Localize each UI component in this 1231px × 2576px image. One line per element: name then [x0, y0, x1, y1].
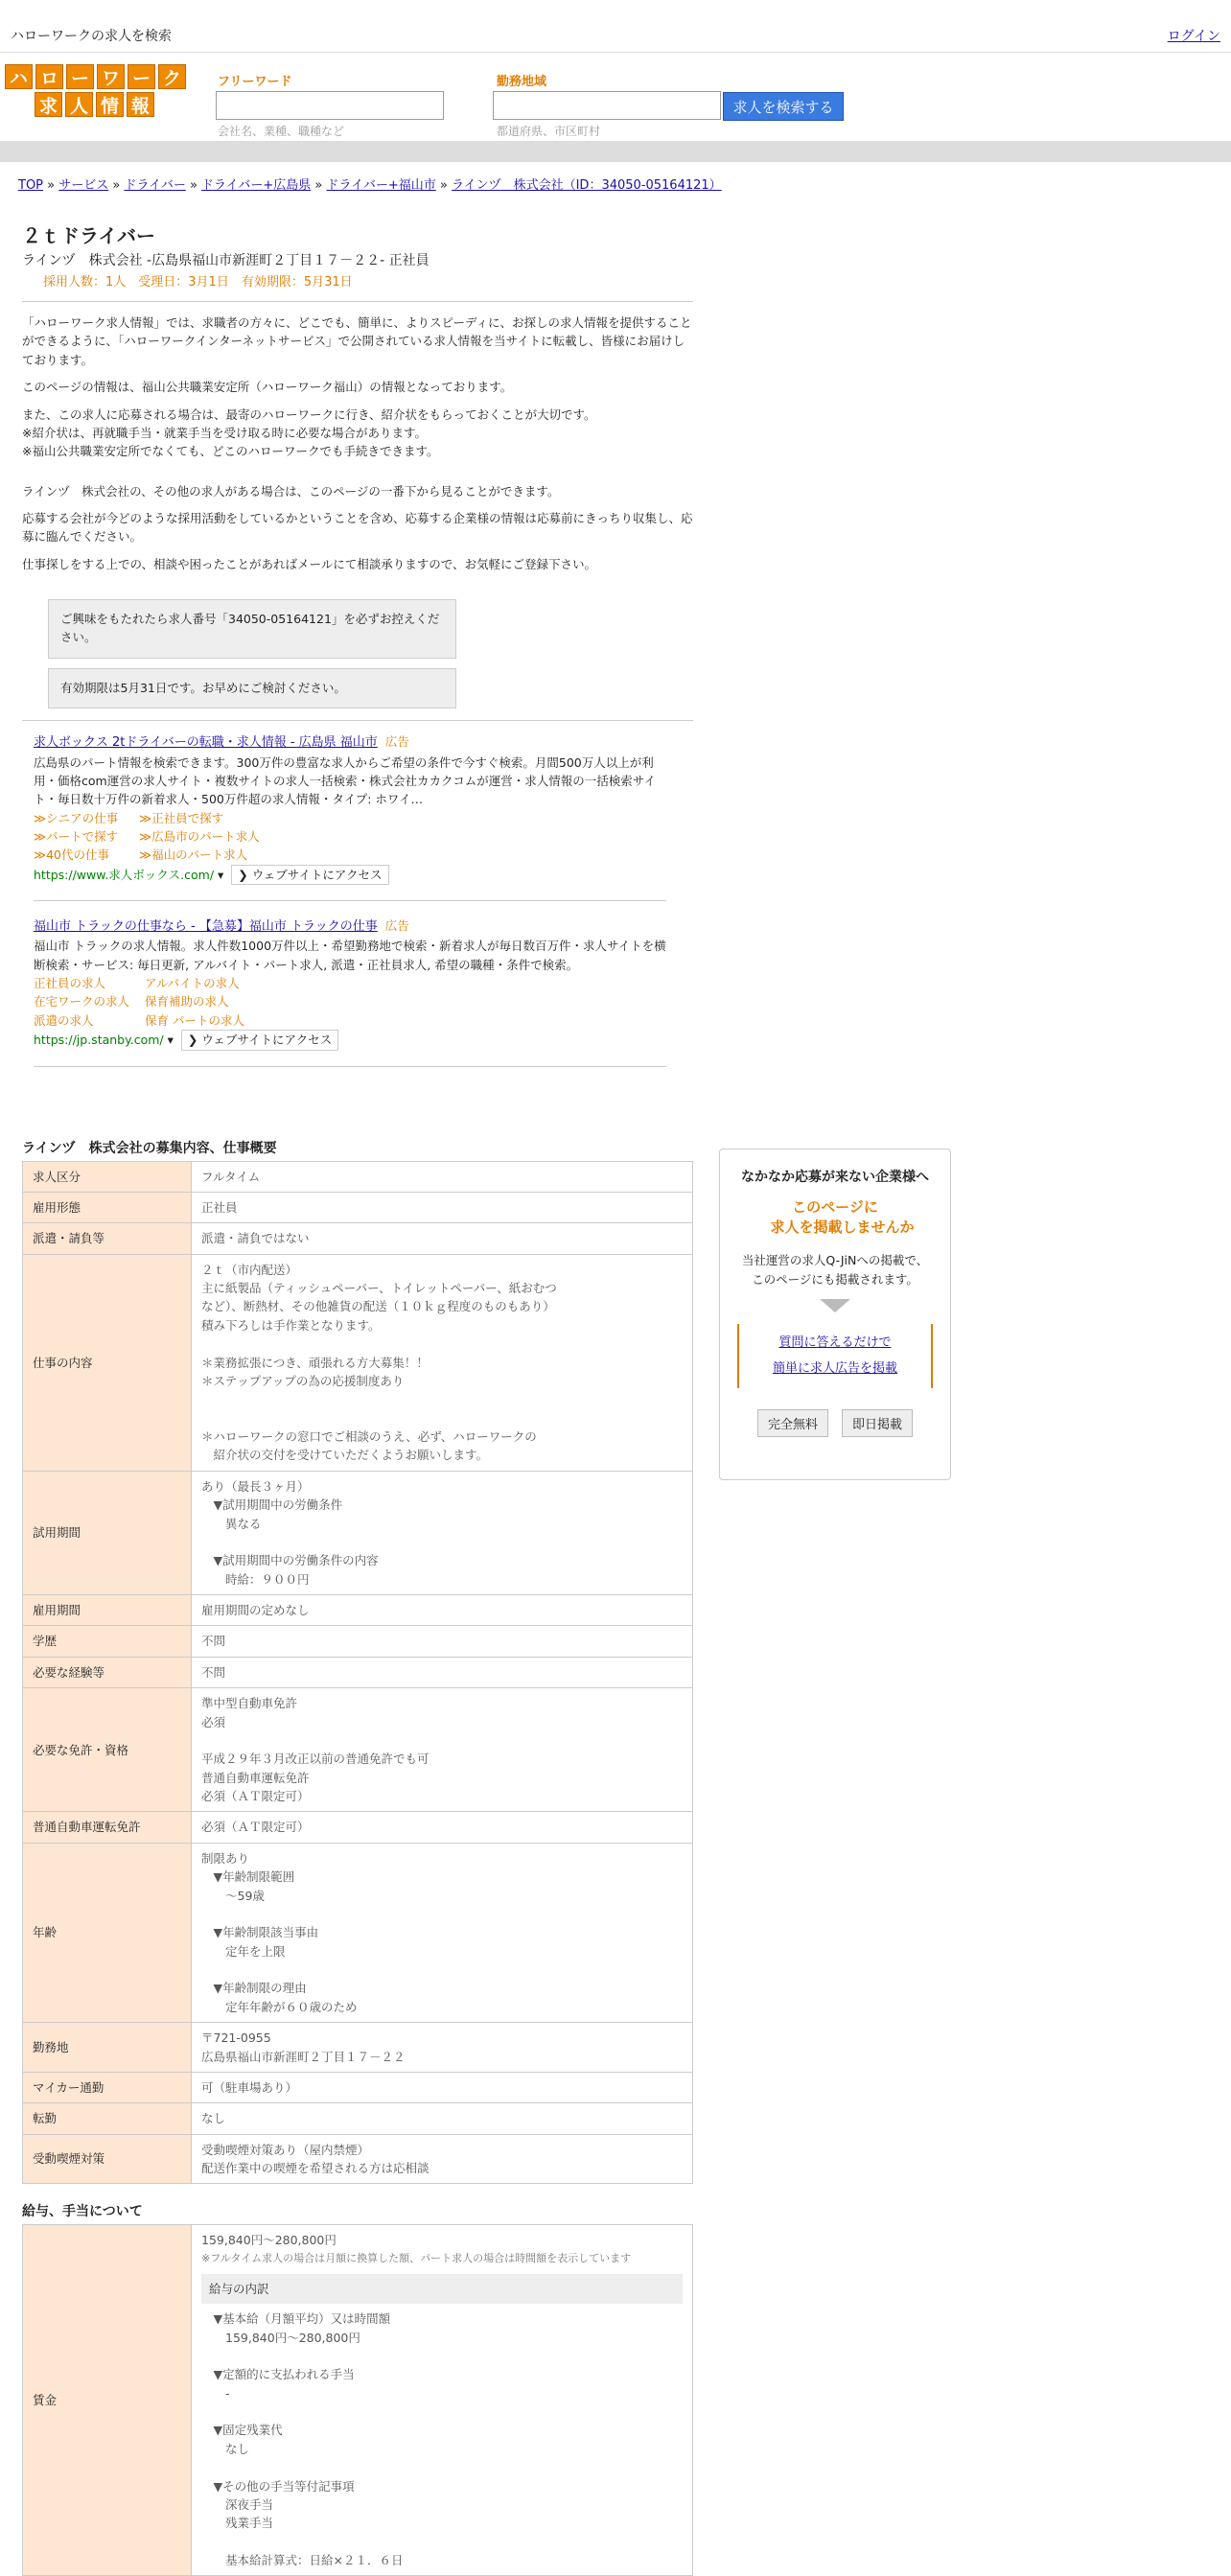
ad-url[interactable]: https://jp.stanby.com/ — [34, 1033, 164, 1048]
table-row — [23, 1812, 693, 1843]
row-value: 準中型自動車免許 必須 平成２９年３月改正以前の普通免許でも可 普通自動車運転免許 必須（ＡＴ限定可） — [192, 1688, 693, 1812]
logo-char: 報 — [127, 92, 154, 117]
free-badge[interactable]: 完全無料 — [757, 1409, 828, 1437]
section-heading-wage: 給与、手当について — [22, 2204, 143, 2220]
row-key: 受動喫煙対策 — [23, 2134, 192, 2184]
ad-block: 求人ボックス 2tドライバーの転職・求人情報 - 広島県 福山市 広告 広島県のパート情報を検索できます。300万件の豊富な求人からご希望の条件で今すぐ検索。月間500万人以上が利用・価格com運営の求人サイト・複数サイトの求人一括検索・株式会社カカクコムが運営・求人情報の一括検索サイト・毎日数十万件の新着求人・500万件超の求人情報・タイプ: ホワイ… ≫シニアの仕事 ≫正社員で探す ≫パートで探す ≫広島市のパート求人 ≫40代の仕事 ≫福山のパート求人 https://www.求人ボックス.com/ ▾ ❯ ウェブサイトにアクセス — [34, 732, 666, 885]
logo-char: 求 — [35, 92, 62, 117]
advertise-offer: このページに 求人を掲載しませんか — [770, 1198, 915, 1236]
ad-sitelink[interactable]: ≫福山のパート求人 — [139, 847, 248, 863]
wage-table — [22, 2224, 693, 2576]
ad-sitelink[interactable]: ≫シニアの仕事 — [34, 810, 119, 825]
table-row — [23, 1471, 693, 1594]
row-key: 転勤 — [23, 2103, 192, 2134]
divider — [22, 720, 693, 721]
job-meta: 採用人数：1人 受理日：3月1日 有効期限：5月31日 — [43, 275, 353, 290]
breadcrumb-link[interactable]: TOP — [18, 178, 44, 193]
breadcrumb: TOP » サービス » ドライバー » ドライバー+広島県 » ドライバー+福山市 » ラインヅ 株式会社（ID：34050-05164121） — [18, 178, 722, 193]
section-heading-overview: ラインヅ 株式会社の募集内容、仕事概要 — [22, 1140, 277, 1156]
logo-char: 人 — [65, 92, 93, 117]
logo-char: ー — [66, 64, 94, 89]
ad-links — [34, 974, 666, 1030]
row-value: 正社員 — [192, 1192, 693, 1222]
area-label: 勤務地域 — [497, 75, 547, 89]
logo-char: ワ — [97, 64, 125, 89]
row-value: 受動喫煙対策あり（屋内禁煙） 配送作業中の喫煙を希望される方は応相談 — [192, 2134, 693, 2184]
intro-p3: また、この求人に応募される場合は、最寄のハローワークに行き、紹介状をもらっておくことが大切です。 ※紹介状は、再就職手当・就業手当を受け取る時に必要な場合があります。 ※福山公共職業安定所でなくても、どこのハローワークでも手続きできます。 — [22, 406, 596, 459]
divider-band — [0, 141, 1231, 162]
ad-tag: 広告 — [384, 734, 409, 750]
table-row — [23, 1254, 693, 1471]
ad-sitelink[interactable]: ≫パートで探す — [34, 829, 119, 845]
row-value: フルタイム — [192, 1161, 693, 1192]
row-value: 雇用期間の定めなし — [192, 1595, 693, 1626]
logo-char: ロ — [35, 64, 63, 89]
wage-detail: ▼基本給（月額平均）又は時間額 159,840円〜280,800円 ▼定額的に支払われる手当 - ▼固定残業代 なし ▼その他の手当等付記事項 深夜手当 残業手当 基本給計算式：日給×２１．６日 — [213, 2311, 404, 2568]
ad-sitelink[interactable]: アルバイトの求人 — [145, 976, 240, 991]
intro-p6: 仕事探しをする上での、相談や困ったことがあればメールにて相談承りますので、お気軽にご登録下さい。 — [22, 556, 597, 571]
advertise-heading: なかなか応募が来ない企業様へ — [741, 1170, 929, 1185]
logo-char: ク — [158, 64, 186, 89]
ad-sitelink[interactable]: 派遣の求人 — [34, 1012, 94, 1028]
breadcrumb-link[interactable]: サービス — [58, 178, 109, 193]
freeword-hint: 会社名、業種、職種など — [218, 125, 345, 138]
ad-block: 福山市 トラックの仕事なら - 【急募】福山市 トラックの仕事 広告 福山市 トラックの求人情報。求人件数1000万件以上・希望勤務地で検索・新着求人が毎日数百万件・求人サイトを横断検索・サービス: 毎日更新, アルバイト・パート求人, 派遣・正社員求人, 希望の職種・条件で検索。 正社員の求人 アルバイトの求人 在宅ワークの求人 保育補助の求人 派遣の求人 保育 パートの求人 https://jp.stanby.com/ ▾ ❯ ウェブサイトにアクセス — [34, 917, 666, 1050]
logo-char: ハ — [5, 64, 33, 89]
table-row — [23, 1192, 693, 1222]
row-key: 必要な免許・資格 — [23, 1688, 192, 1812]
area-hint: 都道府県、市区町村 — [497, 125, 601, 138]
table-row — [23, 2225, 693, 2576]
row-value: なし — [192, 2103, 693, 2134]
row-key: 勤務地 — [23, 2023, 192, 2073]
visit-website-label: ウェブサイトにアクセス — [251, 867, 383, 882]
wage-value — [192, 2225, 693, 2576]
row-key: マイカー通勤 — [23, 2072, 192, 2102]
advertise-link-1[interactable]: 質問に答えるだけで — [778, 1335, 892, 1350]
intro-p2: このページの情報は、福山公共職業安定所（ハローワーク福山）の情報となっております。 — [22, 380, 513, 395]
ad-sitelink[interactable]: ≫40代の仕事 — [34, 847, 109, 863]
intro-p5: 応募する会社が今どのような採用活動をしているかということを含め、応募する企業様の情報は応募前にきっちり収集し、応募に臨んでください。 — [22, 511, 693, 545]
ad-description: 広島県のパート情報を検索できます。300万件の豊富な求人からご希望の条件で今すぐ検索。月間500万人以上が利用・価格com運営の求人サイト・複数サイトの求人一括検索・株式会社カカクコムが運営・求人情報の一括検索サイト・毎日数十万件の新着求人・500万件超の求人情報・タイプ: ホワイ… — [34, 754, 656, 807]
table-row — [23, 1223, 693, 1254]
divider — [34, 900, 666, 901]
intro-p4: ラインヅ 株式会社の、その他の求人がある場合は、このページの一番下から見ることができます。 — [22, 483, 560, 499]
same-day-badge[interactable]: 即日掲載 — [842, 1409, 913, 1437]
ad-tag: 広告 — [384, 918, 409, 934]
table-row — [23, 1843, 693, 2022]
ad-sitelink[interactable]: 保育 パートの求人 — [145, 1012, 244, 1028]
ad-sitelink[interactable]: ≫広島市のパート求人 — [139, 829, 260, 845]
notice-deadline: 有効期限は5月31日です。お早めにご検討ください。 — [48, 668, 456, 709]
ad-sitelink[interactable]: ≫正社員で探す — [139, 810, 224, 825]
chevron-right-icon: ❯ — [238, 867, 252, 882]
row-value: 必須（ＡＴ限定可） — [192, 1812, 693, 1843]
advertise-link-2[interactable]: 簡単に求人広告を掲載 — [772, 1361, 897, 1377]
row-value: 制限あり ▼年齢制限範囲 〜59歳 ▼年齢制限該当事由 定年を上限 ▼年齢制限の理由 定年年齢が６０歳のため — [192, 1843, 693, 2022]
table-row — [23, 2023, 693, 2073]
table-row — [23, 2072, 693, 2102]
search-button[interactable]: 求人を検索する — [723, 92, 844, 121]
row-value: 可（駐車場あり） — [192, 2072, 693, 2102]
table-row — [23, 1657, 693, 1687]
logo-char: 情 — [96, 92, 124, 117]
site-title: ハローワークの求人を検索 — [11, 29, 172, 44]
job-title: ２ｔドライバー — [22, 224, 155, 247]
visit-website-button[interactable] — [181, 1030, 338, 1050]
row-value: 派遣・請負ではない — [192, 1223, 693, 1254]
wage-range: 159,840円〜280,800円 — [201, 2233, 337, 2248]
freeword-label: フリーワード — [218, 75, 292, 89]
hellowork-logo[interactable] — [5, 64, 186, 117]
advertise-links — [737, 1324, 933, 1388]
table-row — [23, 2103, 693, 2134]
table-row — [23, 1626, 693, 1657]
ad-links — [34, 809, 666, 865]
wage-breakdown-heading: 給与の内訳 — [201, 2274, 683, 2304]
table-row — [23, 1161, 693, 1192]
row-value: ２ｔ（市内配送） 主に紙製品（ティッシュペーパー、トイレットペーパー、紙おむつ など）、断熱材、その他雑貨の配送（１０ｋｇ程度のものもあり） 積み下ろしは手作業となります。 ＊業務拡張につき、頑張れる方大募集！！ ＊ステップアップの為の応援制度あり ＊ハローワークの窓口でご相談のうえ、必ず、ハローワークの 紹介状の交付を受けていただくようお願いします。 — [192, 1254, 693, 1471]
notice-job-number: ご興味をもたれたら求人番号「34050-05164121」を必ずお控えください。 — [48, 599, 456, 659]
breadcrumb-link[interactable]: ドライバー+広島県 — [201, 178, 312, 193]
row-key: 雇用期間 — [23, 1595, 192, 1626]
ad-sitelink[interactable]: 在宅ワークの求人 — [34, 994, 130, 1010]
row-key: 試用期間 — [23, 1471, 192, 1594]
ad-title[interactable]: 福山市 トラックの仕事なら - 【急募】福山市 トラックの仕事 — [34, 919, 378, 935]
row-key: 学歴 — [23, 1626, 192, 1657]
row-key: 仕事の内容 — [23, 1254, 192, 1471]
table-row — [23, 2134, 693, 2184]
row-key: 求人区分 — [23, 1161, 192, 1192]
row-key: 雇用形態 — [23, 1192, 192, 1222]
ad-sitelink[interactable]: 保育補助の求人 — [145, 994, 229, 1010]
ad-title[interactable]: 求人ボックス 2tドライバーの転職・求人情報 - 広島県 福山市 — [34, 735, 378, 751]
job-detail-table — [22, 1161, 693, 2185]
row-key: 派遣・請負等 — [23, 1223, 192, 1254]
divider — [22, 301, 693, 302]
advertise-desc: 当社運営の求人Q-JiNへの掲載で、 このページにも掲載されます。 — [741, 1253, 929, 1287]
row-key: 必要な経験等 — [23, 1657, 192, 1687]
area-input[interactable] — [493, 91, 721, 120]
row-key: 普通自動車運転免許 — [23, 1812, 192, 1843]
breadcrumb-link[interactable]: ラインヅ 株式会社（ID：34050-05164121） — [451, 178, 722, 193]
chevron-right-icon: ❯ — [187, 1033, 202, 1048]
arrow-down-icon — [820, 1299, 850, 1312]
table-row — [23, 1595, 693, 1626]
row-value: あり（最長３ヶ月） ▼試用期間中の労働条件 異なる ▼試用期間中の労働条件の内容 時給：９００円 — [192, 1471, 693, 1594]
main-content — [22, 220, 693, 2576]
breadcrumb-link[interactable]: ドライバー+福山市 — [326, 178, 436, 193]
visit-website-label: ウェブサイトにアクセス — [201, 1033, 333, 1048]
ad-description: 福山市 トラックの求人情報。求人件数1000万件以上・希望勤務地で検索・新着求人が毎日数百万件・求人サイトを横断検索・サービス: 毎日更新, アルバイト・パート求人, 派遣・正社員求人, 希望の職種・条件で検索。 — [34, 939, 666, 972]
wage-note: ※フルタイム求人の場合は月額に換算した額、パート求人の場合は時間額を表示しています — [201, 2251, 632, 2264]
breadcrumb-link[interactable]: ドライバー — [124, 178, 186, 193]
wage-key: 賃金 — [23, 2225, 192, 2576]
freeword-input[interactable] — [216, 91, 444, 120]
ad-url[interactable]: https://www.求人ボックス.com/ — [34, 867, 215, 882]
job-subtitle: ラインヅ 株式会社 -広島県福山市新涯町２丁目１７－２２- 正社員 — [22, 253, 430, 268]
advertise-box — [719, 1149, 951, 1480]
intro-p1: 「ハローワーク求人情報」では、求職者の方々に、どこでも、簡単に、よりスピーディに、お探しの求人情報を提供することができるように、「ハローワークインターネットサービス」で公開されている求人情報を当サイトに転載し、皆様にお届けしております。 — [22, 315, 692, 367]
top-bar — [0, 0, 1231, 53]
visit-website-button[interactable] — [231, 865, 388, 885]
row-value: 不問 — [192, 1626, 693, 1657]
divider — [34, 1066, 666, 1067]
ad-sitelink[interactable]: 正社員の求人 — [34, 976, 106, 991]
login-link[interactable]: ログイン — [1167, 29, 1220, 44]
row-key: 年齢 — [23, 1843, 192, 2022]
table-row — [23, 1688, 693, 1812]
row-value: 不問 — [192, 1657, 693, 1687]
row-value: 〒721-0955 広島県福山市新涯町２丁目１７－２２ — [192, 2023, 693, 2073]
logo-char: ー — [128, 64, 155, 89]
